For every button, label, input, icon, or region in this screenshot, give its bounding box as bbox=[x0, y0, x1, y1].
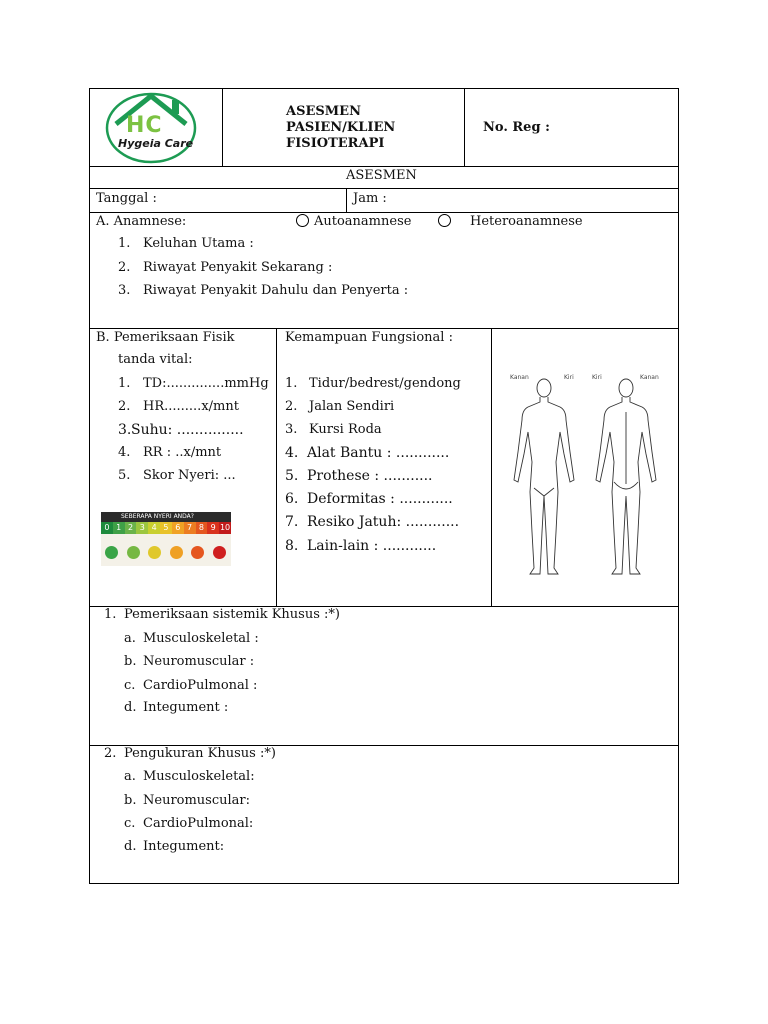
hygeia-care-logo bbox=[104, 90, 198, 164]
pain-scale-number-7: 7 bbox=[184, 522, 196, 534]
pain-scale-number-4: 4 bbox=[148, 522, 160, 534]
pengukuran-letter-d: d. bbox=[124, 839, 137, 854]
vital-number-2: 2. bbox=[118, 399, 131, 414]
pengukuran-title: Pengukuran Khusus :*) bbox=[124, 746, 276, 761]
date-time-divider bbox=[346, 188, 347, 212]
pain-face-icon-2 bbox=[127, 546, 140, 559]
pengukuran-number: 2. bbox=[104, 746, 117, 761]
fungsional-number-8: 8. bbox=[285, 538, 299, 554]
no-reg-label: No. Reg : bbox=[483, 120, 550, 135]
pain-scale-number-5: 5 bbox=[160, 522, 172, 534]
vital-number-1: 1. bbox=[118, 376, 131, 391]
fungsional-number-6: 6. bbox=[285, 491, 299, 507]
pain-scale-numbers bbox=[101, 522, 231, 534]
fungsional-number-4: 4. bbox=[285, 445, 299, 461]
header-divider-1 bbox=[222, 88, 223, 166]
heteroanamnese-radio[interactable] bbox=[438, 214, 451, 227]
section-title: ASESMEN bbox=[346, 168, 417, 183]
sistemik-letter-a: a. bbox=[124, 631, 136, 646]
anamnese-label: A. Anamnese: bbox=[96, 214, 187, 229]
front-right-label: Kanan bbox=[510, 374, 529, 381]
fungsional-number-1: 1. bbox=[285, 376, 298, 391]
pain-face-icon-6 bbox=[213, 546, 226, 559]
sistemik-integument-label: Integument : bbox=[143, 700, 229, 715]
date-row-line bbox=[89, 212, 679, 213]
keluhan-utama-label: Keluhan Utama : bbox=[143, 236, 254, 251]
autoanamnese-label: Autoanamnese bbox=[314, 214, 412, 229]
pain-face-icon-3 bbox=[148, 546, 161, 559]
anamnese-number-3: 3. bbox=[118, 283, 131, 298]
body-chart bbox=[508, 372, 668, 584]
back-right-label: Kanan bbox=[640, 374, 659, 381]
heteroanamnese-label: Heteroanamnese bbox=[470, 214, 583, 229]
body-outline-icon bbox=[508, 372, 668, 584]
anamnese-bottom-line bbox=[89, 328, 679, 329]
pengukuran-letter-b: b. bbox=[124, 793, 137, 808]
fungsional-number-7: 7. bbox=[285, 514, 299, 530]
skor-nyeri-label: Skor Nyeri: ... bbox=[143, 468, 236, 483]
sistemik-letter-c: c. bbox=[124, 678, 136, 693]
fungsional-number-5: 5. bbox=[285, 468, 299, 484]
lain-lain-label: Lain-lain : ............ bbox=[307, 538, 437, 554]
riwayat-dahulu-label: Riwayat Penyakit Dahulu dan Penyerta : bbox=[143, 283, 409, 298]
fungsional-number-2: 2. bbox=[285, 399, 298, 414]
exam-divider-2 bbox=[491, 328, 492, 606]
rr-label: RR : ..x/mnt bbox=[143, 445, 222, 460]
prothese-label: Prothese : ........... bbox=[307, 468, 433, 484]
hr-label: HR.........x/mnt bbox=[143, 399, 239, 414]
pain-scale-faces bbox=[101, 546, 231, 560]
pengukuran-cardiopulmonal-label: CardioPulmonal: bbox=[143, 816, 254, 831]
form-title-line-1: ASESMEN bbox=[286, 104, 361, 119]
tanda-vital-label: tanda vital: bbox=[118, 352, 193, 367]
exam-divider-1 bbox=[276, 328, 277, 606]
tanggal-label: Tanggal : bbox=[96, 191, 157, 206]
tidur-label: Tidur/bedrest/gendong bbox=[309, 376, 461, 391]
alat-bantu-label: Alat Bantu : ............ bbox=[307, 445, 450, 461]
pain-face-icon-5 bbox=[191, 546, 204, 559]
pain-scale-number-0: 0 bbox=[101, 522, 113, 534]
pain-scale-number-9: 9 bbox=[207, 522, 219, 534]
pemeriksaan-sistemik-title: Pemeriksaan sistemik Khusus :*) bbox=[124, 607, 340, 622]
pain-scale-title: SEBERAPA NYERI ANDA? bbox=[121, 513, 194, 520]
pengukuran-musculoskeletal-label: Musculoskeletal: bbox=[143, 769, 255, 784]
pain-scale-number-10: 10 bbox=[219, 523, 231, 532]
vital-number-3: 3. bbox=[118, 422, 132, 438]
vital-number-5: 5. bbox=[118, 468, 131, 483]
form-title-line-2: PASIEN/KLIEN bbox=[286, 120, 396, 135]
pain-face-icon-1 bbox=[105, 546, 118, 559]
anamnese-number-2: 2. bbox=[118, 260, 131, 275]
form-title-line-3: FISIOTERAPI bbox=[286, 136, 385, 151]
suhu-label: Suhu: ............... bbox=[131, 422, 244, 438]
pain-scale-number-6: 6 bbox=[172, 522, 184, 534]
td-label: TD:..............mmHg bbox=[143, 376, 269, 391]
jam-label: Jam : bbox=[353, 191, 387, 206]
pengukuran-integument-label: Integument: bbox=[143, 839, 225, 854]
anamnese-number-1: 1. bbox=[118, 236, 131, 251]
resiko-jatuh-label: Resiko Jatuh: ............ bbox=[307, 514, 460, 530]
vital-number-4: 4. bbox=[118, 445, 131, 460]
sistemik-musculoskeletal-label: Musculoskeletal : bbox=[143, 631, 259, 646]
kursi-roda-label: Kursi Roda bbox=[309, 422, 382, 437]
logo-letters: HC bbox=[126, 113, 163, 138]
sistemik-letter-b: b. bbox=[124, 654, 137, 669]
autoanamnese-radio[interactable] bbox=[296, 214, 309, 227]
sistemik-number: 1. bbox=[104, 607, 117, 622]
sistemik-cardiopulmonal-label: CardioPulmonal : bbox=[143, 678, 258, 693]
sistemik-neuromuscular-label: Neuromuscular : bbox=[143, 654, 255, 669]
deformitas-label: Deformitas : ............ bbox=[307, 491, 453, 507]
jalan-sendiri-label: Jalan Sendiri bbox=[309, 399, 395, 414]
kemampuan-fungsional-title: Kemampuan Fungsional : bbox=[285, 330, 453, 345]
pain-scale-number-2: 2 bbox=[125, 522, 137, 534]
fungsional-number-3: 3. bbox=[285, 422, 298, 437]
pengukuran-letter-a: a. bbox=[124, 769, 136, 784]
section-title-line bbox=[89, 188, 679, 189]
sistemik-letter-d: d. bbox=[124, 700, 137, 715]
pain-face-icon-4 bbox=[170, 546, 183, 559]
back-left-label: Kiri bbox=[592, 374, 602, 381]
pain-scale-number-1: 1 bbox=[113, 522, 125, 534]
pengukuran-neuromuscular-label: Neuromuscular: bbox=[143, 793, 251, 808]
header-divider-2 bbox=[464, 88, 465, 166]
pemeriksaan-fisik-title: B. Pemeriksaan Fisik bbox=[96, 330, 235, 345]
front-left-label: Kiri bbox=[564, 374, 574, 381]
pain-scale-chart bbox=[101, 512, 231, 566]
riwayat-sekarang-label: Riwayat Penyakit Sekarang : bbox=[143, 260, 333, 275]
logo-name: Hygeia Care bbox=[118, 137, 194, 150]
pengukuran-letter-c: c. bbox=[124, 816, 136, 831]
header-bottom-line bbox=[89, 166, 679, 167]
pain-scale-number-3: 3 bbox=[136, 522, 148, 534]
pain-scale-number-8: 8 bbox=[196, 522, 208, 534]
